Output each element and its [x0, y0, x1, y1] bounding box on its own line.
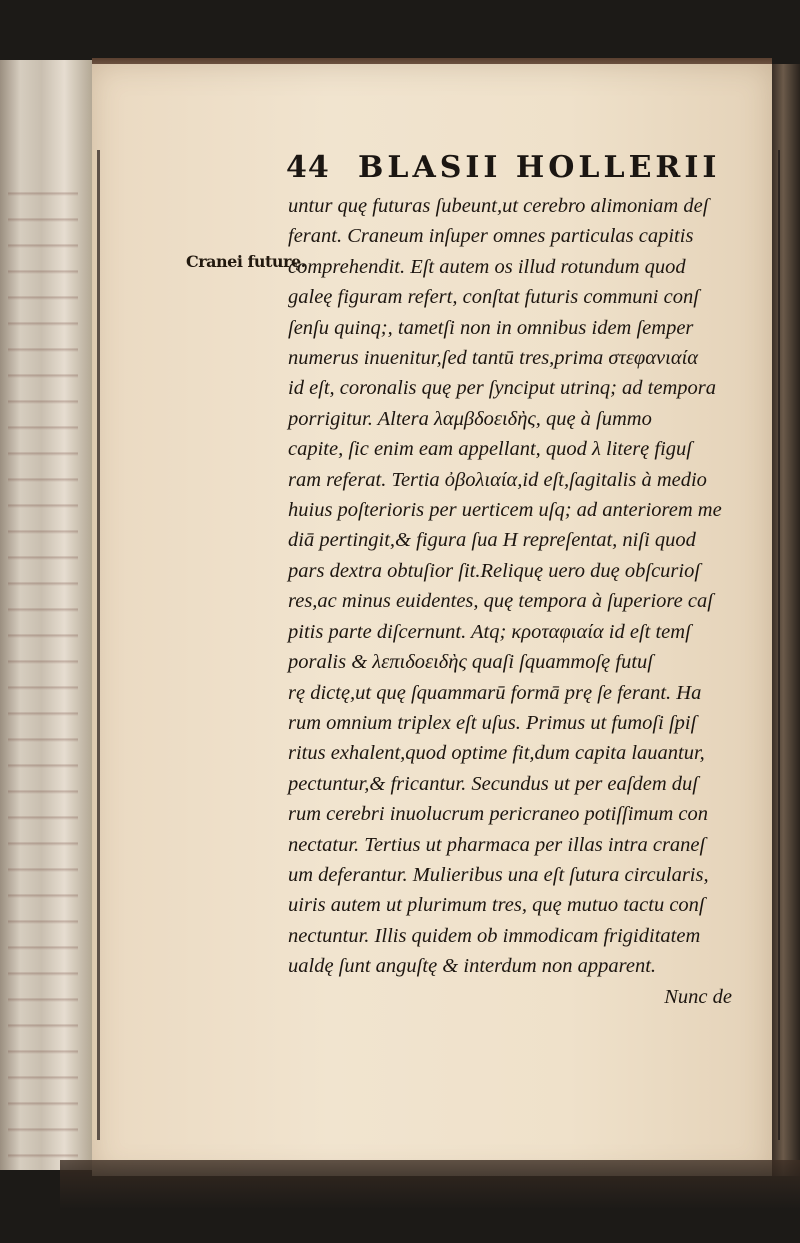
- text-line: pitis parte diſcernunt. Atq; κροταφιαία id eſt temſ: [288, 620, 691, 643]
- text-line: id eſt, coronalis quę per ſynciput utrinq; ad tempora: [288, 377, 716, 400]
- text-line: poralis & λεπιδοειδὴς quaſi ſquammoſę futuſ: [288, 651, 653, 674]
- text-line: ualdę ſunt anguſtę & interdum non apparent.: [288, 955, 657, 978]
- text-line: pectuntur,& fricantur. Secundus ut per eaſdem duſ: [288, 772, 698, 795]
- bottom-shadow: [60, 1160, 800, 1243]
- text-line: nectatur. Tertius ut pharmaca per illas intra craneſ: [288, 833, 706, 856]
- text-line: pars dextra obtuſior ſit.Reliquę uero duę obſcurioſ: [288, 559, 701, 582]
- text-line: nectuntur. Illis quidem ob immodicam frigiditatem: [288, 924, 701, 947]
- text-line: uiris autem ut plurimum tres, quę mutuo tactu conſ: [288, 894, 705, 917]
- page-number: 44: [286, 150, 330, 185]
- text-line: capite, ſic enim eam appellant, quod λ literę figuſ: [288, 438, 692, 461]
- text-line: ram referat. Tertia ὀβολιαία,id eſt,ſagitalis à medio: [288, 468, 707, 491]
- body-text: [288, 191, 768, 1012]
- text-line: huius poſterioris per uerticem uſq; ad anteriorem me: [288, 499, 722, 522]
- text-line: diā pertingit,& figura ſua H repreſentat, niſi quod: [288, 529, 696, 552]
- text-line: comprehendit. Eſt autem os illud rotundum quod: [288, 255, 686, 278]
- text-line: um deferantur. Mulieribus una eſt ſutura circularis,: [288, 863, 709, 886]
- margin-note: Cranei futurę.: [186, 252, 306, 271]
- text-line: rum cerebri inuolucrum pericraneo potiſſimum con: [288, 803, 708, 826]
- text-line: numerus inuenitur,ſed tantū tres,prima στεφανιαία: [288, 347, 699, 370]
- page-edge-right: [772, 64, 800, 1176]
- facing-page-edge: [0, 60, 92, 1170]
- running-title: BLASII HOLLERII: [358, 150, 721, 185]
- text-line: untur quę futuras ſubeunt,ut cerebro alimoniam deſ: [288, 195, 709, 217]
- text-line: ritus exhalent,quod optime fit,dum capita lauantur,: [288, 742, 705, 765]
- text-line: galeę figuram refert, conſtat futuris communi conſ: [288, 286, 699, 309]
- running-header: [286, 150, 726, 190]
- page-border-left: [97, 150, 100, 1140]
- text-line: res,ac minus euidentes, quę tempora à ſuperiore caſ: [288, 590, 713, 613]
- catchword: Nunc de: [664, 985, 732, 1008]
- text-line: rę dictę,ut quę ſquammarū formā prę ſe ferant. Ha: [288, 681, 702, 704]
- facing-page-text-lines: [8, 170, 78, 1180]
- text-line: ferant. Craneum inſuper omnes particulas capitis: [288, 225, 694, 248]
- text-line: porrigitur. Altera λαμβδοειδὴς, quę à ſummo: [288, 407, 652, 430]
- text-line: rum omnium triplex eſt uſus. Primus ut fumoſi ſpiſ: [288, 711, 697, 734]
- page-border-right: [778, 150, 780, 1140]
- text-line: ſenſu quinq;, tametſi non in omnibus idem ſemper: [288, 316, 694, 339]
